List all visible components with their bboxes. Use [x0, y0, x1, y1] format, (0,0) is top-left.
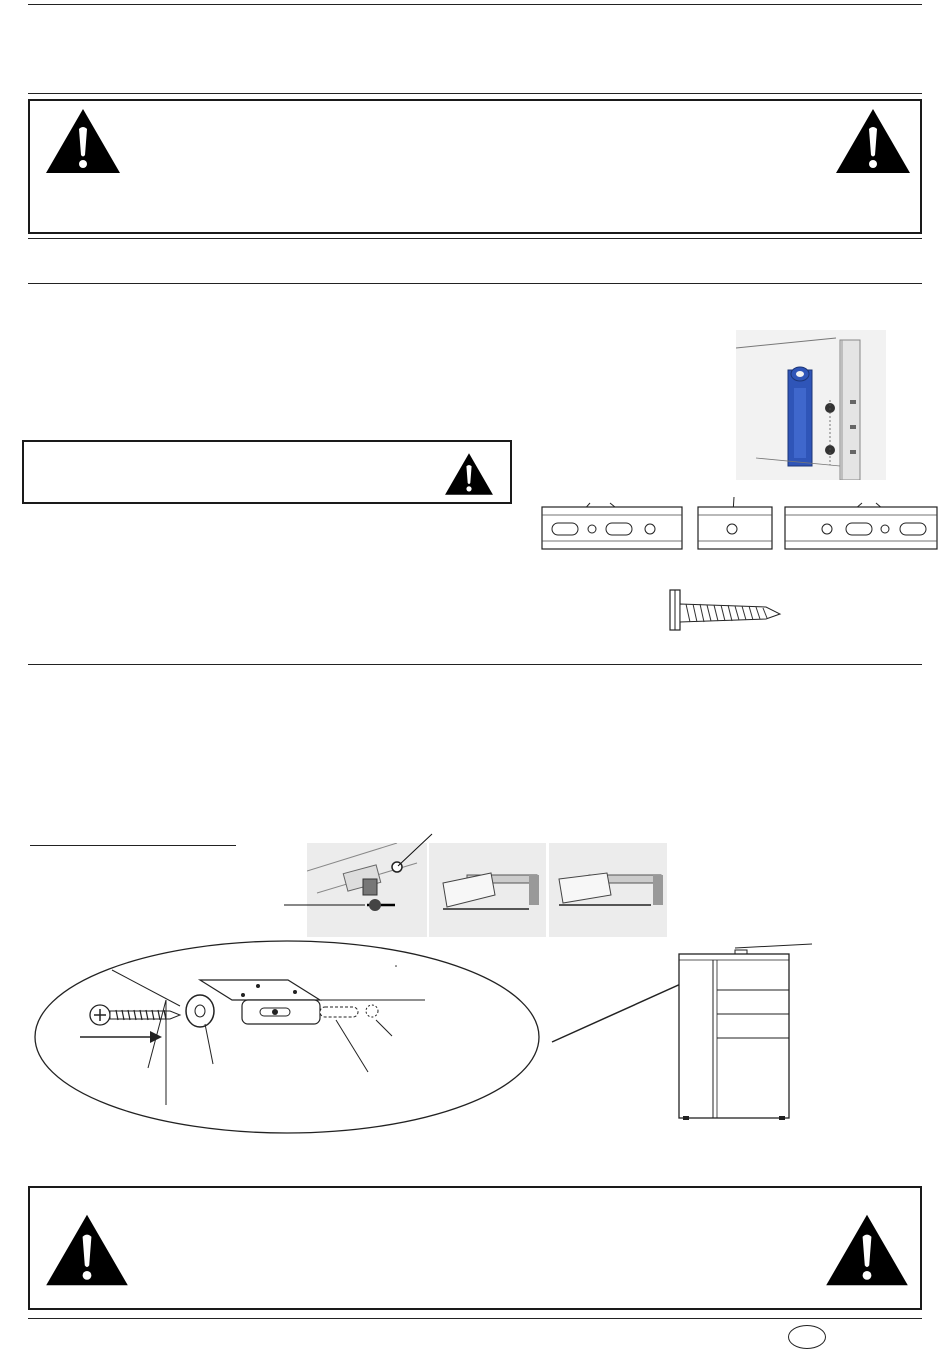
rule-3 — [28, 283, 922, 284]
rule-1 — [28, 93, 922, 94]
bottom-rule — [28, 1318, 922, 1319]
warning-triangle-icon — [44, 1212, 130, 1288]
warning-triangle-icon — [824, 1212, 910, 1288]
drawer-insert-photo-2 — [549, 843, 667, 937]
subheading-underline — [30, 845, 236, 846]
cabinet-diagram — [675, 938, 815, 1123]
rule-2 — [28, 238, 922, 239]
rule-4 — [28, 664, 922, 665]
page-number-badge — [788, 1325, 826, 1349]
mounting-rail-diagram — [540, 495, 940, 555]
section-warning-box — [22, 440, 512, 504]
bottom-warning-box — [28, 1186, 922, 1310]
hinge-bracket-photo — [736, 330, 886, 480]
warning-triangle-icon — [834, 107, 912, 175]
screw-icon — [668, 588, 788, 632]
top-rule — [28, 4, 922, 5]
drawer-insert-photo-1 — [429, 843, 546, 937]
top-warning-box — [28, 99, 922, 234]
warning-triangle-icon — [443, 452, 495, 496]
warning-triangle-icon — [44, 107, 122, 175]
anti-tip-detail-diagram — [30, 940, 560, 1140]
pointer-line — [284, 900, 314, 910]
